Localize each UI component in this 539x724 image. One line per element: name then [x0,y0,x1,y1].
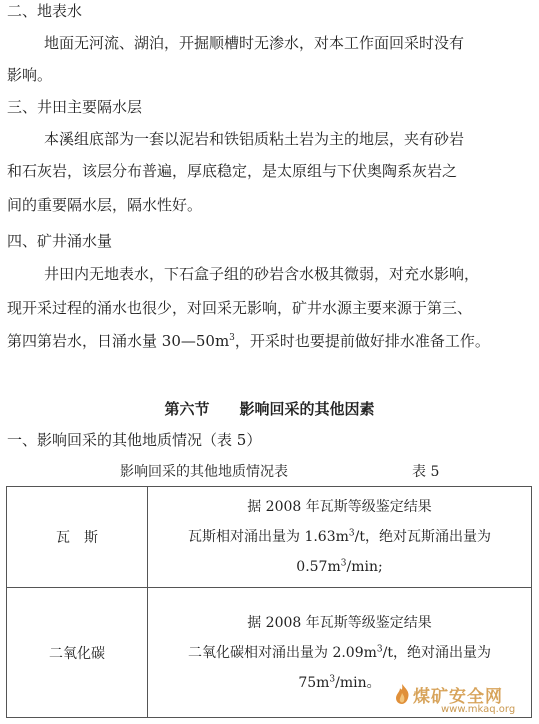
paragraph-line: 本溪组底部为一套以泥岩和铁铝质粘土岩为主的地层，夹有砂岩 [44,130,465,148]
heading-aquifuge: 三、井田主要隔水层 [7,98,143,116]
section-title: 第六节 影响回采的其他因素 [164,400,375,418]
paragraph-line [7,331,490,351]
text-span: 第四第岩水，日涌水量 30—50m [7,332,230,350]
text-span: /t，绝对瓦斯涌出量为 [354,529,491,545]
table-cell-gas-label: 瓦 斯 [7,487,148,588]
text-span: 瓦斯相对涌出量为 1.63m [188,529,349,545]
superscript: 3 [348,528,355,539]
paragraph-line: 井田内无地表水，下石盒子组的砂岩含水极其微弱，对充水影响， [44,265,480,283]
table-number: 表 5 [412,464,440,480]
paragraph-line: 现开采过程的涌水也很少，对回采无影响，矿井水源主要来源于第三、 [7,299,473,317]
table-caption: 影响回采的其他地质情况表 [120,464,288,480]
flame-logo-icon [391,683,413,705]
cell-line [148,522,531,552]
heading-inflow: 四、矿井涌水量 [7,232,113,250]
paragraph-line: 地面无河流、湖泊，开掘顺槽时无渗水，对本工作面回采时没有 [44,34,465,52]
superscript: 3 [229,333,235,343]
heading-surface-water: 二、地表水 [7,2,83,20]
subheading-other-geology: 一、影响回采的其他地质情况（表 5） [7,431,262,449]
table-cell-gas-content [148,487,532,588]
text-span: 二氧化碳相对涌出量为 2.09m [188,644,377,661]
table-cell-co2-label: 二氧化碳 [7,588,148,718]
paragraph-line: 和石灰岩，该层分布普遍，厚底稳定，是太原组与下伏奥陶系灰岩之 [7,162,458,180]
watermark-url: www.mkaq.org [441,704,516,715]
text-span: 0.57m [296,559,341,575]
text-span: ，开采时也要提前做好排水准备工作。 [234,332,490,350]
text-span: 75m [298,674,330,691]
superscript: 3 [376,643,383,654]
superscript: 3 [340,558,347,569]
watermark-text: 煤矿安全网 [413,687,503,707]
text-span: /t，绝对涌出量为 [382,644,491,661]
watermark [391,680,531,720]
superscript: 3 [329,673,336,684]
text-span: /min; [346,559,383,575]
cell-line [148,638,531,668]
text-span: /min。 [335,674,381,691]
paragraph-line: 间的重要隔水层，隔水性好。 [7,196,203,214]
paragraph-line: 影响。 [7,66,53,84]
table-row [7,487,532,588]
cell-line [148,552,531,582]
cell-line: 据 2008 年瓦斯等级鉴定结果 [247,499,432,515]
cell-line: 据 2008 年瓦斯等级鉴定结果 [247,614,432,631]
